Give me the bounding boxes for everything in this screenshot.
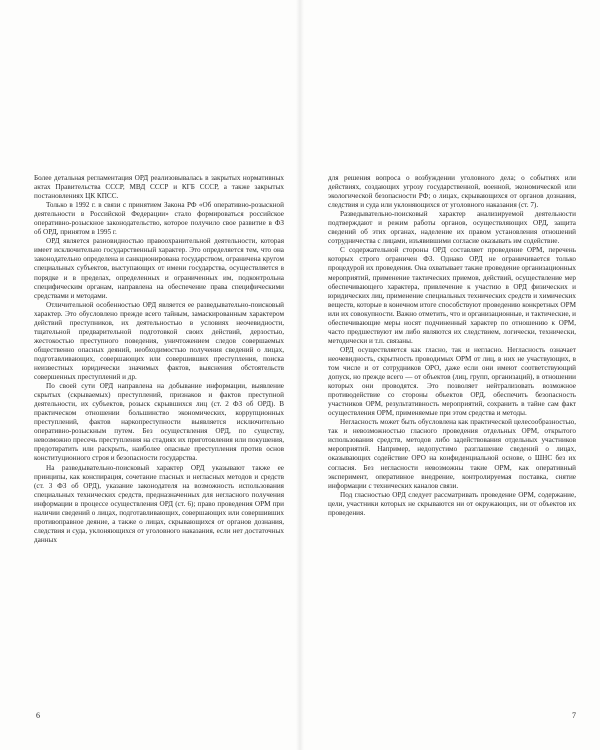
paragraph: Под гласностью ОРД следует рассматривать проведение ОРМ, содержание, цели, участники которых не скрываются ни от окружающих, ни от объектов их проведения.: [328, 490, 576, 517]
page-number-right: 7: [572, 711, 576, 720]
right-text-column: [328, 174, 576, 518]
paragraph: Только в 1992 г. в связи с принятием Закона РФ «Об оперативно-розыскной деятельности в Российской Федерации» стало формироваться российское оперативно-розыскное законодательство, которое получило свое развитие в ФЗ об ОРД, принятом в 1995 г.: [34, 201, 284, 237]
paragraph: ОРД является разновидностью правоохранительной деятельности, которая имеет исключительно государственный характер. Это определяется тем, что она законодательно определена и санкционирована государством, ограничена кругом специальных субъектов, выступающих от имени государства, осуществляется в порядке и в пределах, определенных и ограниченных им, подконтрольна специфическим органам, направлена на обеспечение права специфическими средствами и методами.: [34, 237, 284, 300]
paragraph: На разведывательно-поисковый характер ОРД указывают также ее принципы, как конспирация, сочетание гласных и негласных методов и средств (ст. 3 ФЗ об ОРД), указание законодателя на возможность использования специальных технических средств, предназначенных для негласного получения информации в процессе осуществления ОРД (ст. 6); право проведения ОРМ при наличии сведений о лицах, подготавливающих, совершающих или совершивших противоправное деяние, а также о лицах, скрывающихся от органов дознания, следствия и суда, уклоняющихся от уголовного наказания, если нет достаточных данных: [34, 463, 284, 544]
paragraph: С содержательной стороны ОРД составляет проведение ОРМ, перечень которых строго ограничен ФЗ. Однако ОРД не ограничивается только процедурой их проведения. Она охватывает также проведение организационных мероприятий, применение тактических приемов, действий, осуществление мер обеспечивающего характера, привлечение к участию в ОРД физических и юридических лиц, применение специальных технических средств и химических веществ, которые в конечном итоге способствуют проведению конкретных ОРМ или их совокупности. Важно отметить, что и организационные, и тактические, и обеспечивающие меры носят подчиненный характер по отношению к ОРМ, часто предшествуют им либо являются их следствием, логически, технически, методически и т.п. связаны.: [328, 246, 576, 345]
left-text-column: [34, 174, 284, 545]
paragraph: Отличительной особенностью ОРД является ее разведывательно-поисковый характер. Это обусловлено прежде всего тайным, замаскированным характером действий преступников, их деятельностью в условиях неочевидности, тщательной предварительной подготовкой своих действий, дерзостью, жестокостью преступного поведения, уничтожением следов совершаемых общественно опасных деяний, необходимостью получения сведений о лицах, подготавливающих, совершающих или совершивших преступления, поиска неизвестных юридически значимых фактов, выяснения обстоятельств совершенных преступлений и др.: [34, 300, 284, 382]
paragraph: Разведывательно-поисковый характер анализируемой деятельности подтверждают и режим работы органов, осуществляющих ОРД, защита сведений об этих органах, наделение их правом установления отношений сотрудничества с лицами, изъявившими согласие оказывать им содействие.: [328, 210, 576, 246]
paragraph: Более детальная регламентация ОРД реализовывалась в закрытых нормативных актах Правительства СССР, МВД СССР и КГБ СССР, а также закрытых постановлениях ЦК КПСС.: [34, 174, 284, 201]
paragraph: для решения вопроса о возбуждении уголовного дела; о событиях или действиях, создающих угрозу государственной, военной, экономической или экологической безопасности РФ; о лицах, скрывающихся от органов дознания, следствия и суда или уклоняющихся от уголовного наказания (ст. 7).: [328, 174, 576, 210]
paragraph: По своей сути ОРД направлена на добывание информации, выявление скрытых (скрываемых) преступлений, признаков и фактов преступной деятельности, их субъектов, розыск скрывшихся лиц (ст. 2 ФЗ об ОРД). В практическом отношении большинство экономических, коррупционных преступлений, фактов наркопреступности выявляется исключительно оперативно-розыскным путем. Без осуществления ОРД, по существу, невозможно пресечь преступления на стадиях их приготовления или покушения, предотвратить или раскрыть, наиболее опасные преступления против основ конституционного строя и безопасности государства.: [34, 382, 284, 463]
page-number-left: 6: [36, 711, 40, 720]
paragraph: ОРД осуществляется как гласно, так и негласно. Негласность означает неочевидность, скрытность проводимых ОРМ от лиц, в них не участвующих, в том числе и от сотрудников ОРО, даже если они имеют соответствующий допуск, но прежде всего — от объектов (лиц, групп, организаций), в отношении которых они проводятся. Это позволяет нейтрализовать возможное противодействие со стороны объектов ОРД, обеспечить безопасность участников ОРМ, результативность мероприятий, сохранить в тайне сам факт осуществления ОРМ, применяемые при этом средства и методы.: [328, 345, 576, 418]
paragraph: Негласность может быть обусловлена как практической целесообразностью, так и невозможностью гласного проведения отдельных ОРМ, открытого использования средств, методов либо задействования отдельных участников мероприятий. Например, недопустимо разглашение сведений о лицах, оказывающих содействие ОРО на конфиденциальной основе, о ШНС без их согласия. Без негласности невозможны такие ОРМ, как оперативный эксперимент, оперативное внедрение, контролируемая поставка, снятие информации с технических каналов связи.: [328, 418, 576, 490]
